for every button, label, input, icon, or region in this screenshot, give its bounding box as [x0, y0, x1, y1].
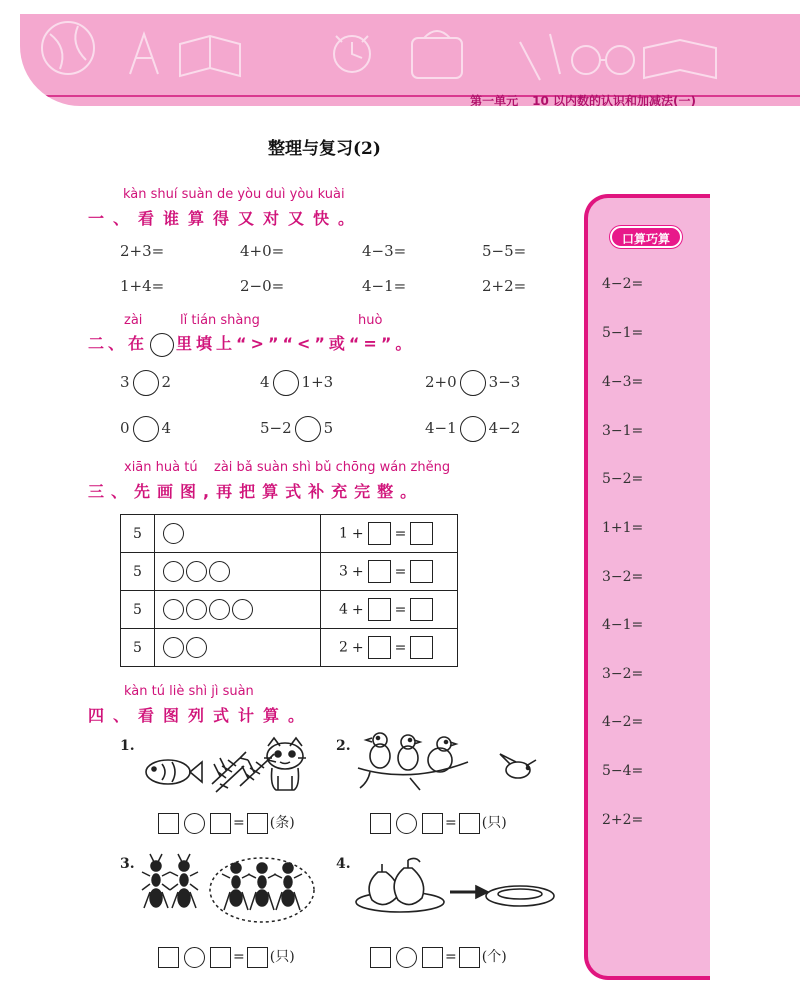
table-row: [121, 553, 458, 591]
sidebar-item: 4−2=: [602, 276, 644, 292]
s1-expr: 4−1=: [362, 277, 407, 295]
school-bag-icon: [412, 38, 462, 78]
book-icon: [180, 36, 240, 76]
pears-illustration: [350, 852, 560, 922]
unit-number: 第一单元: [470, 94, 519, 106]
unit-topic: 10 以内数的认识和加减法(一): [532, 94, 696, 106]
sidebar-item: 4−1=: [602, 617, 644, 633]
compare-item: 5−2 5: [260, 416, 333, 442]
compass-icon: [130, 34, 158, 74]
total-cell: 5: [121, 591, 155, 629]
ant-icon: [142, 854, 170, 908]
answer-box[interactable]: [459, 947, 480, 968]
equation-cell: 3 + =: [321, 553, 458, 591]
compare-item: 2+0 3−3: [425, 370, 520, 396]
ants-illustration: [140, 852, 315, 924]
answer-box[interactable]: [410, 560, 433, 583]
ant-icon: [170, 854, 198, 908]
operator-circle[interactable]: [396, 947, 417, 968]
answer-box[interactable]: [368, 598, 391, 621]
compare-item: 4−1 4−2: [425, 416, 520, 442]
answer-box[interactable]: [158, 813, 179, 834]
sidebar-item: 3−1=: [602, 423, 644, 439]
compare-answer-circle[interactable]: [295, 416, 321, 442]
sidebar-item: 5−1=: [602, 325, 644, 341]
operator-circle[interactable]: [184, 947, 205, 968]
s1-expr: 2+2=: [482, 277, 527, 295]
globe-icon: [42, 22, 94, 74]
answer-box[interactable]: [410, 522, 433, 545]
s2-heading: [88, 331, 415, 357]
answer-box[interactable]: [410, 598, 433, 621]
s4-heading: 四、看图列式计算。: [88, 706, 314, 725]
cat-icon: [260, 736, 310, 794]
compare-item: 0 4: [120, 416, 171, 442]
answer-box[interactable]: [410, 636, 433, 659]
ant-icon: [222, 863, 250, 910]
unit-label: (只): [481, 815, 507, 831]
open-book-icon: [644, 40, 716, 78]
equation-cell: 1 + =: [321, 515, 458, 553]
sidebar-item: 1+1=: [602, 520, 644, 536]
equation-cell: 2 + =: [321, 629, 458, 667]
answer-box[interactable]: [247, 813, 268, 834]
operator-circle[interactable]: [396, 813, 417, 834]
sidebar-badge: 口算巧算: [610, 226, 682, 248]
circle-drawing-cell[interactable]: [155, 629, 321, 667]
answer-line: = (个): [368, 946, 507, 968]
page-title: 整理与复习(2): [268, 139, 381, 159]
s1-expr: 5−5=: [482, 242, 527, 260]
fill-table: [120, 514, 458, 667]
s1-expr: 2−0=: [240, 277, 285, 295]
s3-pinyin-a: xiān huà tú: [124, 460, 198, 475]
answer-box[interactable]: [158, 947, 179, 968]
s2-pinyin-b: lǐ tián shàng: [180, 313, 260, 328]
equation-cell: 4 + =: [321, 591, 458, 629]
unit-label: [470, 92, 710, 106]
s4-pinyin: kàn tú liè shì jì suàn: [124, 684, 254, 699]
mental-math-sidebar: [584, 194, 710, 980]
unit-label: (条): [269, 815, 295, 831]
answer-box[interactable]: [368, 560, 391, 583]
s1-expr: 4−3=: [362, 242, 407, 260]
compare-answer-circle[interactable]: [460, 416, 486, 442]
s2-heading-b: 里填上“>”“<”或“=”。: [176, 334, 416, 353]
sidebar-item: 2+2=: [602, 812, 644, 828]
answer-box[interactable]: [459, 813, 480, 834]
operator-circle[interactable]: [184, 813, 205, 834]
s1-expr: 2+3=: [120, 242, 165, 260]
answer-box[interactable]: [422, 947, 443, 968]
total-cell: 5: [121, 553, 155, 591]
sidebar-item: 4−3=: [602, 374, 644, 390]
problem-number: 2.: [336, 738, 351, 754]
sidebar-item: 5−4=: [602, 763, 644, 779]
compare-item: 4 1+3: [260, 370, 333, 396]
bird-icon: [366, 733, 390, 768]
birds-illustration: [350, 724, 550, 796]
ant-icon: [274, 863, 302, 910]
compare-item: 3 2: [120, 370, 171, 396]
glasses-icon: [572, 46, 600, 74]
compare-answer-circle[interactable]: [273, 370, 299, 396]
s1-pinyin: kàn shuí suàn de yòu duì yòu kuài: [123, 187, 345, 202]
circle-drawing-cell[interactable]: [155, 553, 321, 591]
sidebar-item: 3−2=: [602, 666, 644, 682]
s1-heading: 一、看谁算得又对又快。: [88, 209, 364, 228]
answer-line: = (只): [156, 946, 295, 968]
bird-icon: [398, 735, 420, 770]
s1-expr: 1+4=: [120, 277, 165, 295]
pencil-icon: [520, 34, 560, 80]
s3-pinyin-b: zài bǎ suàn shì bǔ chōng wán zhěng: [214, 460, 451, 475]
answer-box[interactable]: [368, 636, 391, 659]
page-header: [20, 14, 800, 106]
circle-drawing-cell[interactable]: [155, 515, 321, 553]
answer-box[interactable]: [368, 522, 391, 545]
total-cell: 5: [121, 629, 155, 667]
answer-box[interactable]: [422, 813, 443, 834]
answer-box[interactable]: [370, 947, 391, 968]
unit-label: (只): [269, 949, 295, 965]
compare-answer-circle[interactable]: [133, 370, 159, 396]
compare-answer-circle[interactable]: [133, 416, 159, 442]
s3-heading: 三、先画图,再把算式补充完整。: [88, 482, 424, 501]
pear-icon: [369, 872, 398, 905]
sidebar-item: 5−2=: [602, 471, 644, 487]
flying-bird-icon: [500, 754, 536, 778]
pear-icon: [394, 868, 423, 905]
problem-number: 4.: [336, 856, 351, 872]
problem-number: 1.: [120, 738, 135, 754]
compare-answer-circle[interactable]: [460, 370, 486, 396]
answer-box[interactable]: [247, 947, 268, 968]
answer-line: = (只): [368, 812, 507, 834]
circle-blank-icon: [150, 333, 174, 357]
answer-box[interactable]: [210, 813, 231, 834]
s2-pinyin-c: huò: [358, 313, 383, 328]
answer-line: = (条): [156, 812, 295, 834]
answer-box[interactable]: [370, 813, 391, 834]
sidebar-item: 3−2=: [602, 569, 644, 585]
answer-box[interactable]: [210, 947, 231, 968]
problem-number: 3.: [120, 856, 135, 872]
circle-drawing-cell[interactable]: [155, 591, 321, 629]
total-cell: 5: [121, 515, 155, 553]
table-row: [121, 591, 458, 629]
unit-label: (个): [481, 949, 507, 965]
s2-heading-a: 二、在: [88, 334, 149, 353]
sidebar-item: 4−2=: [602, 714, 644, 730]
s2-pinyin-a: zài: [124, 313, 143, 328]
table-row: [121, 515, 458, 553]
fish-icon: [146, 760, 190, 784]
table-row: [121, 629, 458, 667]
ant-icon: [248, 863, 276, 910]
s1-expr: 4+0=: [240, 242, 285, 260]
